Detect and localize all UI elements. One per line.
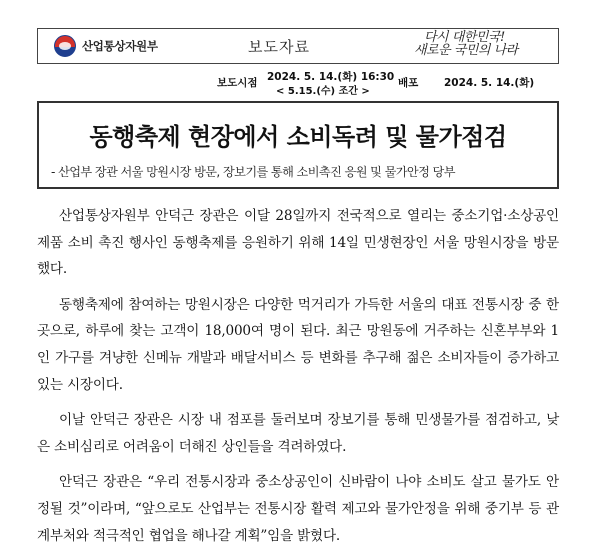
paragraph-2: 동행축제에 참여하는 망원시장은 다양한 먹거리가 가득한 서울의 대표 전통시장 중 한 곳으로, 하루에 찾는 고객이 18,000여 명이 된다. 최근 망원동에 거주하는 신혼부부와 1인 가구를 겨냥한 신메뉴 개발과 배달서비스 등 변화를 추구해 젊은 소비자들이 증가하고 있는 시장이다. (37, 296, 559, 393)
paragraph-3: 이날 안덕근 장관은 시장 내 점포를 둘러보며 장보기를 통해 민생물가를 점검하고, 낮은 소비심리로 어려움이 더해진 상인들을 격려하였다. (37, 412, 559, 455)
header-box (37, 28, 559, 64)
release-time: 2024. 5. 14.(화) 16:30 (267, 71, 395, 83)
paragraph-1: 산업통상자원부 안덕근 장관은 이달 28일까지 전국적으로 열리는 중소기업·소상공인 제품 소비 촉진 행사인 동행축제를 응원하기 위해 14일 민생현장인 서울 망원시장을 방문했다. (37, 208, 559, 278)
ministry-name: 산업통상자원부 (82, 39, 158, 53)
embargo-note: < 5.15.(수) 조간 > (276, 86, 370, 97)
release-time-label: 보도시점 (217, 77, 258, 89)
slogan-line-1: 다시 대한민국! (424, 30, 505, 45)
headline-title: 동행축제 현장에서 소비독려 및 물가점검 (89, 123, 507, 151)
slogan-line-2: 새로운 국민의 나라 (414, 43, 518, 58)
taegeuk-emblem-icon (54, 35, 76, 57)
paragraph-4: 안덕근 장관은 “우리 전통시장과 중소상공인이 신바람이 나야 소비도 살고 물가도 안정될 것”이라며, “앞으로도 산업부는 전통시장 활력 제고와 물가안정을 위해 중기부 등 관계부처와 적극적인 협업을 해나갈 계획”임을 밝혔다. (37, 474, 559, 544)
doc-type-label: 보도자료 (248, 38, 310, 56)
ministry-logo (54, 35, 158, 57)
article-body (37, 203, 559, 558)
slogan (410, 31, 552, 61)
headline-box (37, 101, 559, 189)
distribution-date: 2024. 5. 14.(화) (444, 77, 535, 89)
distribution-label: 배포 (398, 77, 419, 89)
headline-subtitle: - 산업부 장관 서울 망원시장 방문, 장보기를 통해 소비촉진 응원 및 물가안정 당부 (51, 165, 455, 179)
